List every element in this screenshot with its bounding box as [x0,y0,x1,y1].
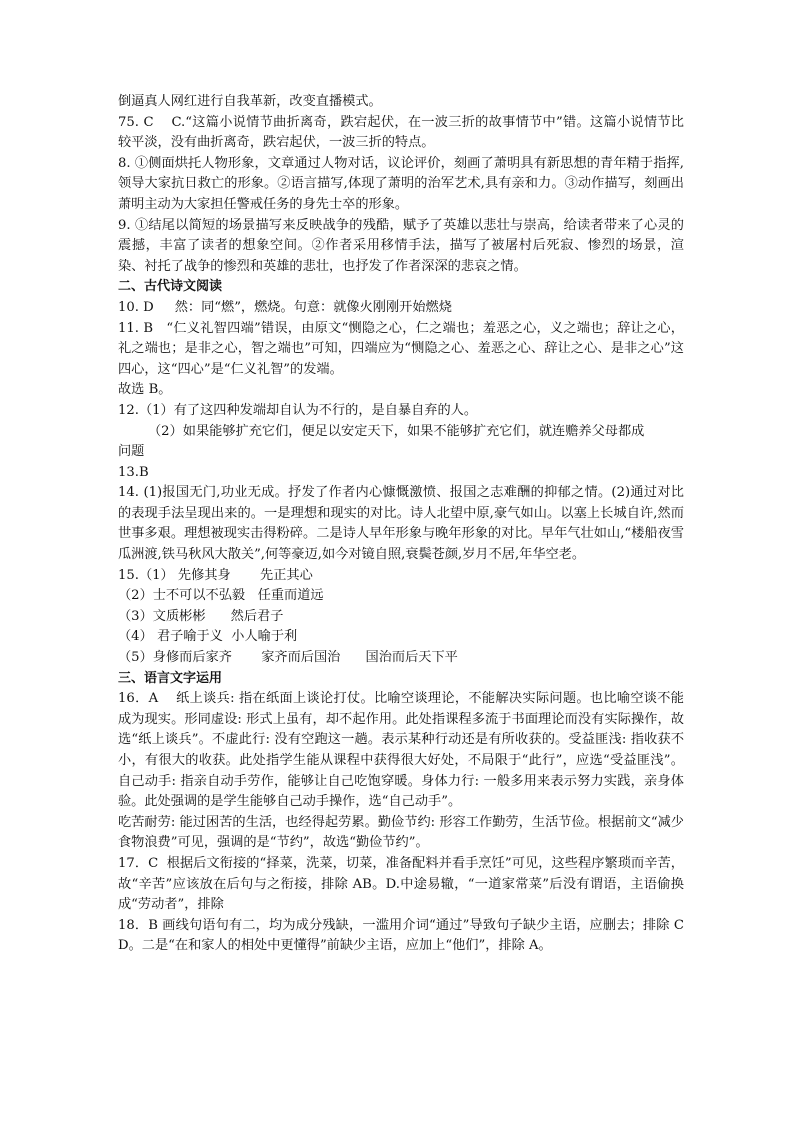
section-heading-classical: 二、古代诗文阅读 [118,279,223,295]
answer-15-5: （5）身修而后家齐 家齐而后国治 国治而后天下平 [118,650,458,666]
answer-10: 10. D 然：同“燃”，燃烧。句意：就像火刚刚开始燃烧 [118,299,452,315]
answer-18: 18．B 画线句语句有二，均为成分残缺，一滥用介词“通过”导致句子缺少主语，应删去；排除 CD。二是“在和家人的相处中更懂得”前缺少主语，应加上“他们”，排除 A。 [118,917,684,954]
answer-14: 14. (1)报国无门,功业无成。抒发了作者内心慷慨激愤、报国之志难酬的抑郁之情。(2)通过对比的表现手法呈现出来的。一是理想和现实的对比。诗人北望中原,豪气如山。以塞上长城自许,然而世事多艰。理想被现实击得粉碎。二是诗人早年形象与晚年形象的对比。早年气壮如山,“楼船夜雪瓜洲渡,铁马秋风大散关”,何等豪迈,如今对镜自照,衰鬓苍颜,岁月不居,年华空老。 [118,485,684,563]
answer-13: 13.B [118,464,149,480]
answer-12-part2: （2）如果能够扩充它们，便足以安定天下，如果不能够扩充它们，就连赡养父母都成 [148,423,645,439]
answer-12-part2-cont: 问题 [118,444,145,460]
answer-document [118,92,684,957]
section-heading-language: 三、语言文字运用 [118,670,223,686]
answer-15-2: （2）士不可以不弘毅 任重而道远 [118,588,324,604]
answer-16-cont: 吃苦耐劳: 能过困苦的生活，也经得起劳累。勤俭节约: 形容工作勤劳，生活节俭。根据前文“减少食物浪费”可见，强调的是“节约”，故选“勤俭节约”。 [118,814,684,851]
answer-11-conclusion: 故选 B。 [118,382,172,398]
answer-17: 17．C 根据后文衔接的“择菜，洗菜，切菜，准备配料并看手烹饪”可见，这些程序繁琐而辛苦，故“辛苦”应该放在后句与之衔接，排除 AB。D.中途易辙，“一道家常菜”后没有谓语，主语偷换成“劳动者”，排除 [118,855,684,913]
answer-8: 8. ①侧面烘托人物形象，文章通过人物对话，议论评价，刻画了萧明具有新思想的青年精于指挥,领导大家抗日救亡的形象。②语言描写,体现了萧明的治军艺术,具有亲和力。③动作描写，刻画出萧明主动为大家担任警戒任务的身先士卒的形象。 [118,155,684,212]
answer-15-3: （3）文质彬彬 然后君子 [118,608,284,624]
answer-15-4: （4） 君子喻于义 小人喻于利 [118,629,298,645]
answer-16: 16．A 纸上谈兵: 指在纸面上谈论打仗。比喻空谈理论，不能解决实际问题。也比喻空谈不能成为现实。形同虚设: 形式上虽有，却不起作用。此处指课程多流于书面理论而没有实际操作，故选“纸上谈兵”。不虚此行: 没有空跑这一趟。表示某种行动还是有所收获的。受益匪浅: 指收获不小，有很大的收获。此处指学生能从课程中获得很大好处，不局限于“此行”，应选“受益匪浅”。自己动手: 指亲自动手劳作，能够让自己吃饱穿暖。身体力行: 一般多用来表示努力实践，亲身体验。此处强调的是学生能够自己动手操作，选“自己动手”。 [118,691,684,810]
answer-15-1: 15.（1） 先修其身 先正其心 [118,567,313,583]
text-paragraph: 倒逼真人网红进行自我革新，改变直播模式。 [118,94,382,109]
answer-7-5: 75. C C.“这篇小说情节曲折离奇，跌宕起伏，在一波三折的故事情节中”错。这篇小说情节比较平淡，没有曲折离奇，跌宕起伏，一波三折的特点。 [118,114,684,151]
answer-11: 11. B “仁义礼智四端”错误，由原文“恻隐之心，仁之端也；羞恶之心，义之端也；辞让之心，礼之端也；是非之心，智之端也”可知，四端应为“恻隐之心、羞恶之心、辞让之心、是非之心”这四心，这“四心”是“仁义礼智”的发端。 [118,320,684,377]
answer-12-part1: 12.（1）有了这四种发端却自认为不行的，是自暴自弃的人。 [118,402,478,418]
answer-9: 9. ①结尾以简短的场景描写来反映战争的残酷，赋予了英雄以悲壮与崇高，给读者带来了心灵的震撼，丰富了读者的想象空间。②作者采用移情手法，描写了被屠村后死寂、惨烈的场景，渲染、衬托了战争的惨烈和英雄的悲壮，也抒发了作者深深的悲哀之情。 [118,217,684,274]
